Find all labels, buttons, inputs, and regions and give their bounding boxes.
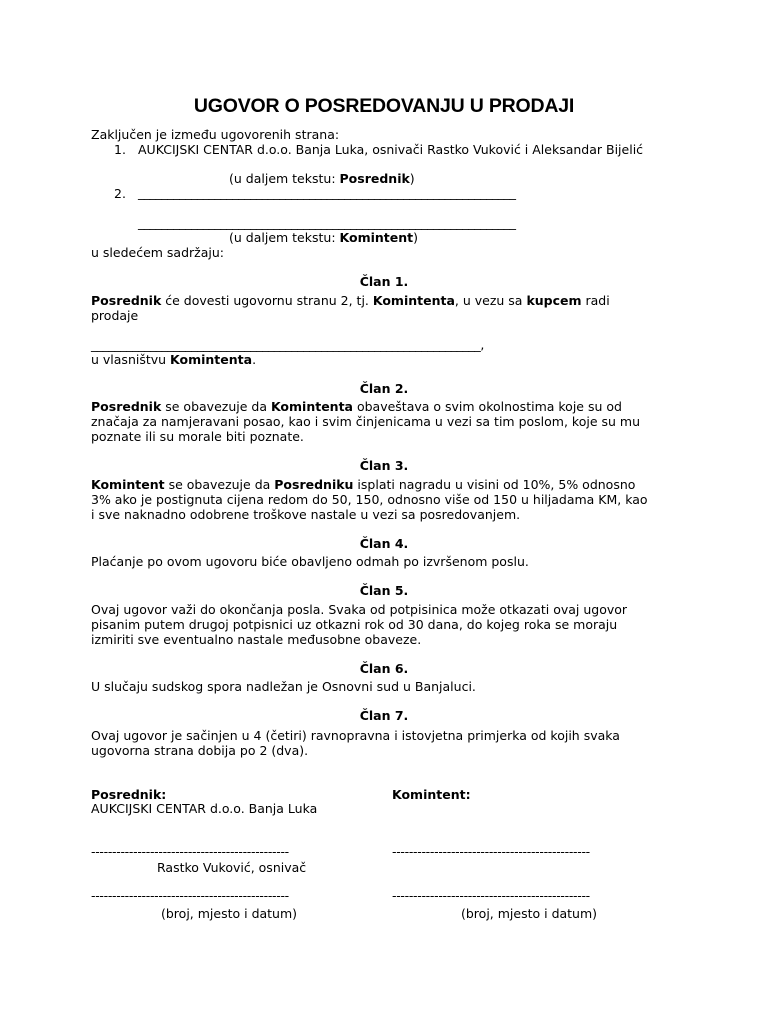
signature-left-label: Posrednik: bbox=[91, 787, 167, 802]
clan3-posredniku: Posredniku bbox=[274, 477, 354, 492]
party1-text: AUKCIJSKI CENTAR d.o.o. Banja Luka, osnivači Rastko Vuković i Aleksandar Bijelić bbox=[138, 142, 644, 157]
clan3-text2: isplati nagradu u visini od 10%, 5% odnosno bbox=[353, 477, 636, 492]
clan1-posrednik: Posrednik bbox=[91, 293, 162, 308]
date-left-caption: (broj, mjesto i datum) bbox=[161, 906, 298, 921]
clan6-line1: U slučaju sudskog spora nadležan je Osnovni sud u Banjaluci. bbox=[91, 679, 476, 694]
content-intro: u sledećem sadržaju: bbox=[91, 245, 224, 260]
party2-blank-line-1[interactable]: ________________________________________________________________ bbox=[138, 185, 516, 200]
clan1-text2: , u vezu sa bbox=[454, 293, 527, 308]
signature-left-signer: Rastko Vuković, osnivač bbox=[157, 860, 307, 875]
clan5-line3: izmiriti sve eventualno nastale međusobne obaveze. bbox=[91, 632, 422, 647]
signature-right-line[interactable]: ----------------------------------------------- bbox=[392, 844, 590, 859]
party1-number: 1. bbox=[114, 142, 126, 157]
party2-number: 2. bbox=[114, 186, 126, 201]
clan7-line1: Ovaj ugovor je sačinjen u 4 (četiri) ravnopravna i istovjetna primjerka od kojih svaka bbox=[91, 728, 620, 743]
clan3-heading: Član 3. bbox=[359, 458, 409, 473]
clan2-komintenta: Komintenta bbox=[270, 399, 353, 414]
document-title: UGOVOR O POSREDOVANJU U PRODAJI bbox=[193, 95, 575, 117]
clan3-line2: 3% ako je postignuta cijena redom do 50, 150, odnosno više od 150 u hiljadama KM, kao bbox=[91, 492, 648, 507]
clan1-owner-prefix: u vlasništvu bbox=[91, 352, 171, 367]
clan4-heading: Član 4. bbox=[359, 536, 409, 551]
signature-right-label: Komintent: bbox=[392, 787, 471, 802]
clan1-kupcem: kupcem bbox=[526, 293, 582, 308]
party2-note-suffix: ) bbox=[413, 230, 418, 245]
clan3-text1: se obavezuje da bbox=[164, 477, 275, 492]
clan2-posrednik: Posrednik bbox=[91, 399, 162, 414]
clan2-heading: Član 2. bbox=[359, 381, 409, 396]
clan7-heading: Član 7. bbox=[359, 708, 409, 723]
party1-note bbox=[229, 171, 415, 186]
signature-left-company: AUKCIJSKI CENTAR d.o.o. Banja Luka bbox=[91, 801, 318, 816]
party1-note-name: Posrednik bbox=[339, 171, 410, 186]
clan1-text1: će dovesti ugovornu stranu 2, tj. bbox=[161, 293, 373, 308]
party2-note-prefix: (u daljem tekstu: bbox=[229, 230, 340, 245]
clan6-heading: Član 6. bbox=[359, 661, 409, 676]
clan2-line2: značaja za namjeravani posao, kao i svim činjenicama u vezi sa tim poslom, koje su mu bbox=[91, 414, 641, 429]
date-right-line[interactable]: ----------------------------------------------- bbox=[392, 888, 590, 903]
clan1-owner bbox=[91, 352, 256, 367]
clan3-komintent: Komintent bbox=[91, 477, 165, 492]
party1-note-suffix: ) bbox=[409, 171, 415, 186]
date-right-caption: (broj, mjesto i datum) bbox=[461, 906, 598, 921]
clan4-line1: Plaćanje po ovom ugovoru biće obavljeno odmah po izvršenom poslu. bbox=[91, 554, 529, 569]
clan1-text3: radi bbox=[581, 293, 610, 308]
clan5-heading: Član 5. bbox=[359, 583, 409, 598]
clan3-line1 bbox=[91, 477, 635, 492]
clan3-line3: i sve naknadno odobrene troškove nastale u vezi sa posredovanjem. bbox=[91, 507, 521, 522]
clan2-line1 bbox=[91, 399, 622, 414]
clan2-line3: poznate ili su morale biti poznate. bbox=[91, 429, 304, 444]
clan1-komintenta: Komintenta bbox=[372, 293, 455, 308]
clan1-blank-line[interactable]: __________________________________________________________________, bbox=[91, 337, 485, 352]
party2-note-name: Komintent bbox=[339, 230, 414, 245]
clan1-paragraph-line1 bbox=[91, 293, 610, 308]
signature-left-line[interactable]: ----------------------------------------------- bbox=[91, 844, 289, 859]
clan5-line2: pisanim putem drugoj potpisnici uz otkazni rok od 30 dana, do kojeg roka se moraju bbox=[91, 617, 618, 632]
clan1-paragraph-line2: prodaje bbox=[91, 308, 139, 323]
party1-note-prefix: (u daljem tekstu: bbox=[229, 171, 340, 186]
intro-text: Zaključen je između ugovorenih strana: bbox=[91, 127, 340, 142]
clan5-line1: Ovaj ugovor važi do okončanja posla. Svaka od potpisinica može otkazati ovaj ugovor bbox=[91, 602, 628, 617]
party2-blank-line-2[interactable]: ________________________________________________________________ bbox=[138, 215, 516, 230]
clan2-text1: se obavezuje da bbox=[161, 399, 271, 414]
clan1-owner-suffix: . bbox=[252, 352, 257, 367]
clan2-text2: obaveštava o svim okolnostima koje su od bbox=[352, 399, 622, 414]
date-left-line[interactable]: ----------------------------------------------- bbox=[91, 888, 289, 903]
clan1-heading: Član 1. bbox=[359, 274, 409, 289]
party2-note bbox=[229, 230, 418, 245]
clan1-owner-name: Komintenta bbox=[170, 352, 253, 367]
clan7-line2: ugovorna strana dobija po 2 (dva). bbox=[91, 743, 309, 758]
